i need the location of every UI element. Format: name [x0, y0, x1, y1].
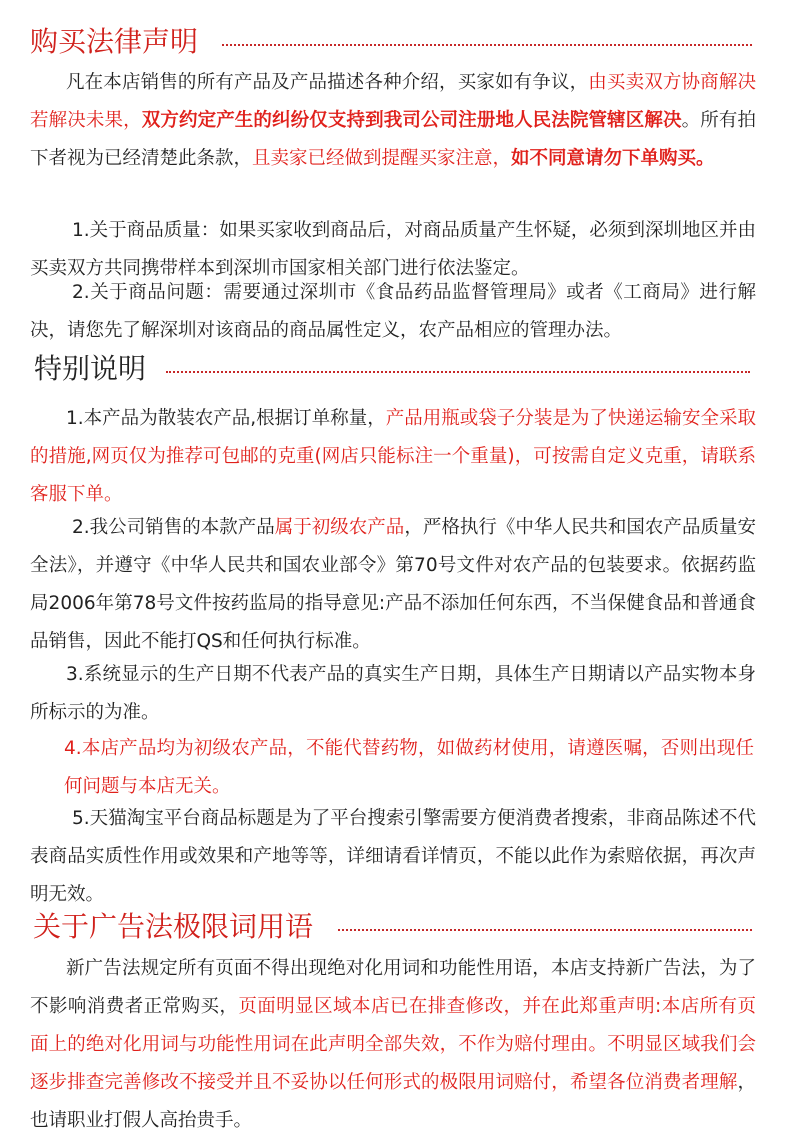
section-title-text: 特别说明	[34, 352, 147, 385]
paragraph	[30, 274, 756, 350]
highlight-text-run: 属于初级农产品	[274, 517, 405, 538]
text-run: 2.我公司销售的本款产品	[72, 517, 275, 538]
paragraph	[30, 64, 756, 178]
text-run: 1.本产品为散装农产品,根据订单称量，	[66, 408, 386, 429]
title-divider	[222, 44, 752, 46]
text-run: 1.关于商品质量：如果买家收到商品后，对商品质量产生怀疑，必须到深圳地区并由买卖双方共同携带样本到深圳市国家相关部门进行依法鉴定。	[30, 220, 756, 279]
text-run: 凡在本店销售的所有产品及产品描述各种介绍，买家如有争议，	[66, 72, 589, 93]
paragraph	[30, 509, 756, 661]
section-title-advertising	[0, 903, 790, 953]
text-run: 2.关于商品问题：需要通过深圳市《食品药品监督管理局》或者《工商局》进行解决，请您先了解深圳对该商品的商品属性定义，农产品相应的管理办法。	[30, 282, 756, 341]
section-title-text: 购买法律声明	[30, 25, 199, 58]
section-title-text: 关于广告法极限词用语	[33, 910, 314, 943]
text-run: 3.系统显示的生产日期不代表产品的真实生产日期，具体生产日期请以产品实物本身所标示的为准。	[30, 664, 756, 723]
text-run: 新广告法规定所有页面不得出现绝对化用词和功能性用语，本店支持新广告法，为了不影响消费者正常购买，	[30, 958, 756, 1017]
title-divider	[338, 929, 752, 931]
text-run: 。所有拍下者视为已经清楚此条款，	[30, 110, 756, 169]
highlight-text-run: 4.本店产品均为初级农产品，不能代替药物，如做药材使用，请遵医嘱，否则出现任何问题与本店无关。	[64, 738, 754, 797]
paragraph	[64, 730, 754, 806]
text-run: ，严格执行《中华人民共和国农产品质量安全法》，并遵守《中华人民共和国农业部令》第70号文件对农产品的包装要求。依据药监局2006年第78号文件按药监局的指导意见:产品不添加任何东西，不当保健食品和普通食品销售，因此不能打QS和任何执行标准。	[30, 517, 756, 652]
paragraph	[30, 950, 756, 1140]
paragraph	[30, 800, 756, 914]
section-title-legal	[0, 18, 790, 68]
highlight-text-run: 且卖家已经做到提醒买家注意，	[252, 148, 512, 169]
highlight-text-run: 双方约定产生的纠纷仅支持到我司公司注册地人民法院管辖区解决	[141, 110, 682, 131]
highlight-text-run: 如不同意请勿下单购买。	[511, 148, 715, 169]
paragraph	[30, 400, 756, 514]
highlight-text-run: 页面明显区域本店已在排查修改，并在此郑重声明:本店所有页面上的绝对化用词与功能性用词在此声明全部失效，不作为赔付理由。不明显区域我们会逐步排查完善修改不接受并且不妥协以任何形式的极限用词赔付，希望各位消费者理解	[30, 996, 756, 1093]
paragraph	[30, 656, 756, 732]
section-title-special	[0, 345, 790, 395]
title-divider	[166, 371, 750, 373]
highlight-text-run: 由买卖双方协商解决若解决未果，	[30, 72, 756, 131]
text-run: ，也请职业打假人高抬贵手。	[30, 1072, 756, 1131]
text-run: 5.天猫淘宝平台商品标题是为了平台搜索引擎需要方便消费者搜索，非商品陈述不代表商品实质性作用或效果和产地等等，详细请看详情页，不能以此作为索赔依据，再次声明无效。	[30, 808, 756, 905]
highlight-text-run: 产品用瓶或袋子分装是为了快递运输安全采取的措施,网页仅为推荐可包邮的克重(网店只能标注一个重量)，可按需自定义克重，请联系客服下单。	[30, 408, 756, 505]
